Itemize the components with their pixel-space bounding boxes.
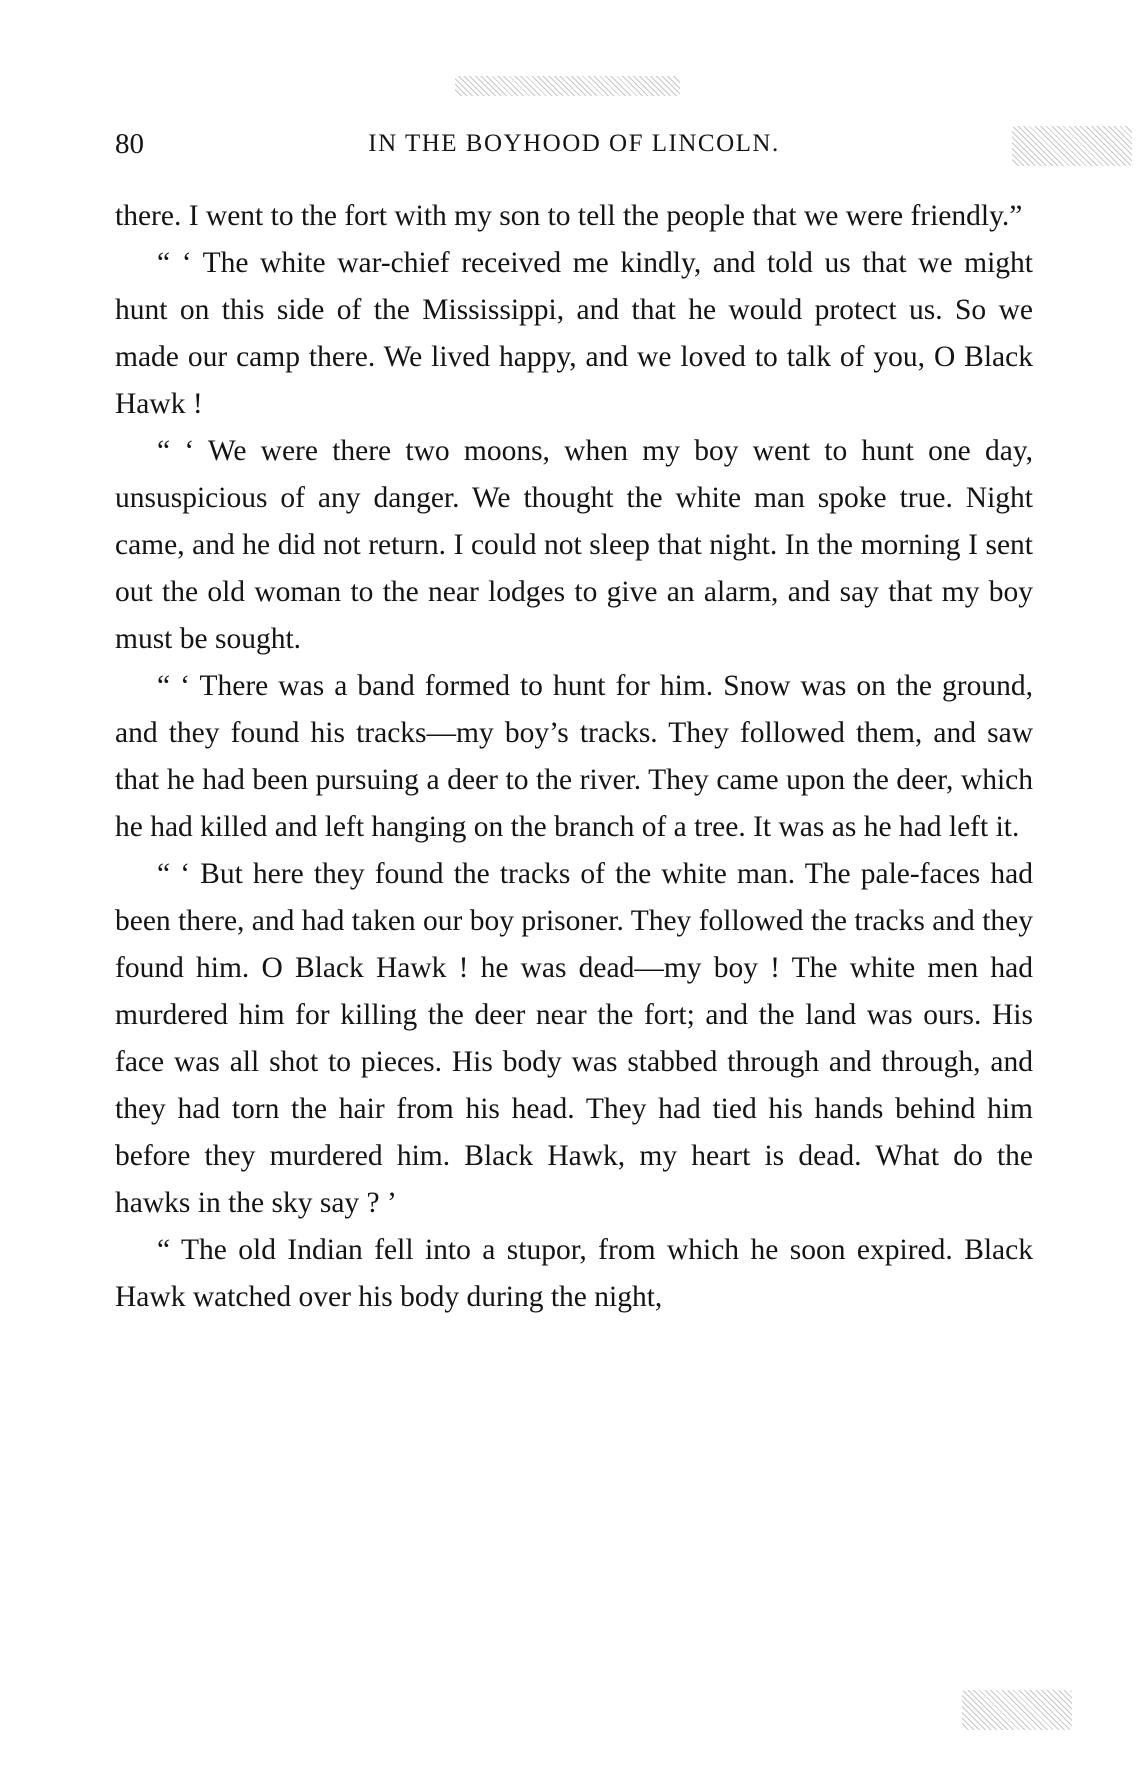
paragraph: “ The old Indian fell into a stupor, from which he soon expired. Black Hawk watched over his body during the night, [115,1234,1033,1313]
paragraph: “ ‘ We were there two moons, when my boy went to hunt one day, unsuspicious of any danger. We thought the white man spoke true. Night came, and he did not return. I could not sleep that night. In the morning I sent out the old woman to the near lodges to give an alarm, and say that my boy must be sought. [115,435,1033,655]
page-number: 80 [115,128,144,160]
paragraph: there. I went to the fort with my son to tell the people that we were friendly.” [115,200,1023,232]
paragraph: “ ‘ The white war-chief received me kindly, and told us that we might hunt on this side of the Mississippi, and that he would protect us. So we made our camp there. We lived happy, and we loved to talk of you, O Black Hawk ! [115,247,1033,420]
paragraph: “ ‘ There was a band formed to hunt for him. Snow was on the ground, and they found his tracks—my boy’s tracks. They followed them, and saw that he had been pursuing a deer to the river. They came upon the deer, which he had killed and left hanging on the branch of a tree. It was as he had left it. [115,670,1033,843]
paragraph: “ ‘ But here they found the tracks of the white man. The pale-faces had been there, and had taken our boy prisoner. They followed the tracks and they found him. O Black Hawk ! he was dead—my boy ! The white men had murdered him for killing the deer near the fort; and the land was ours. His face was all shot to pieces. His body was stabbed through and through, and they had torn the hair from his head. They had tied his hands behind him before they murdered him. Black Hawk, my heart is dead. What do the hawks in the sky say ? ’ [115,858,1033,1219]
running-title: IN THE BOYHOOD OF LINCOLN. [368,130,780,157]
scan-smudge-bottom [962,1690,1072,1730]
body-text [115,193,1033,1321]
page-header [115,124,1033,164]
scan-smudge-top [455,76,680,96]
